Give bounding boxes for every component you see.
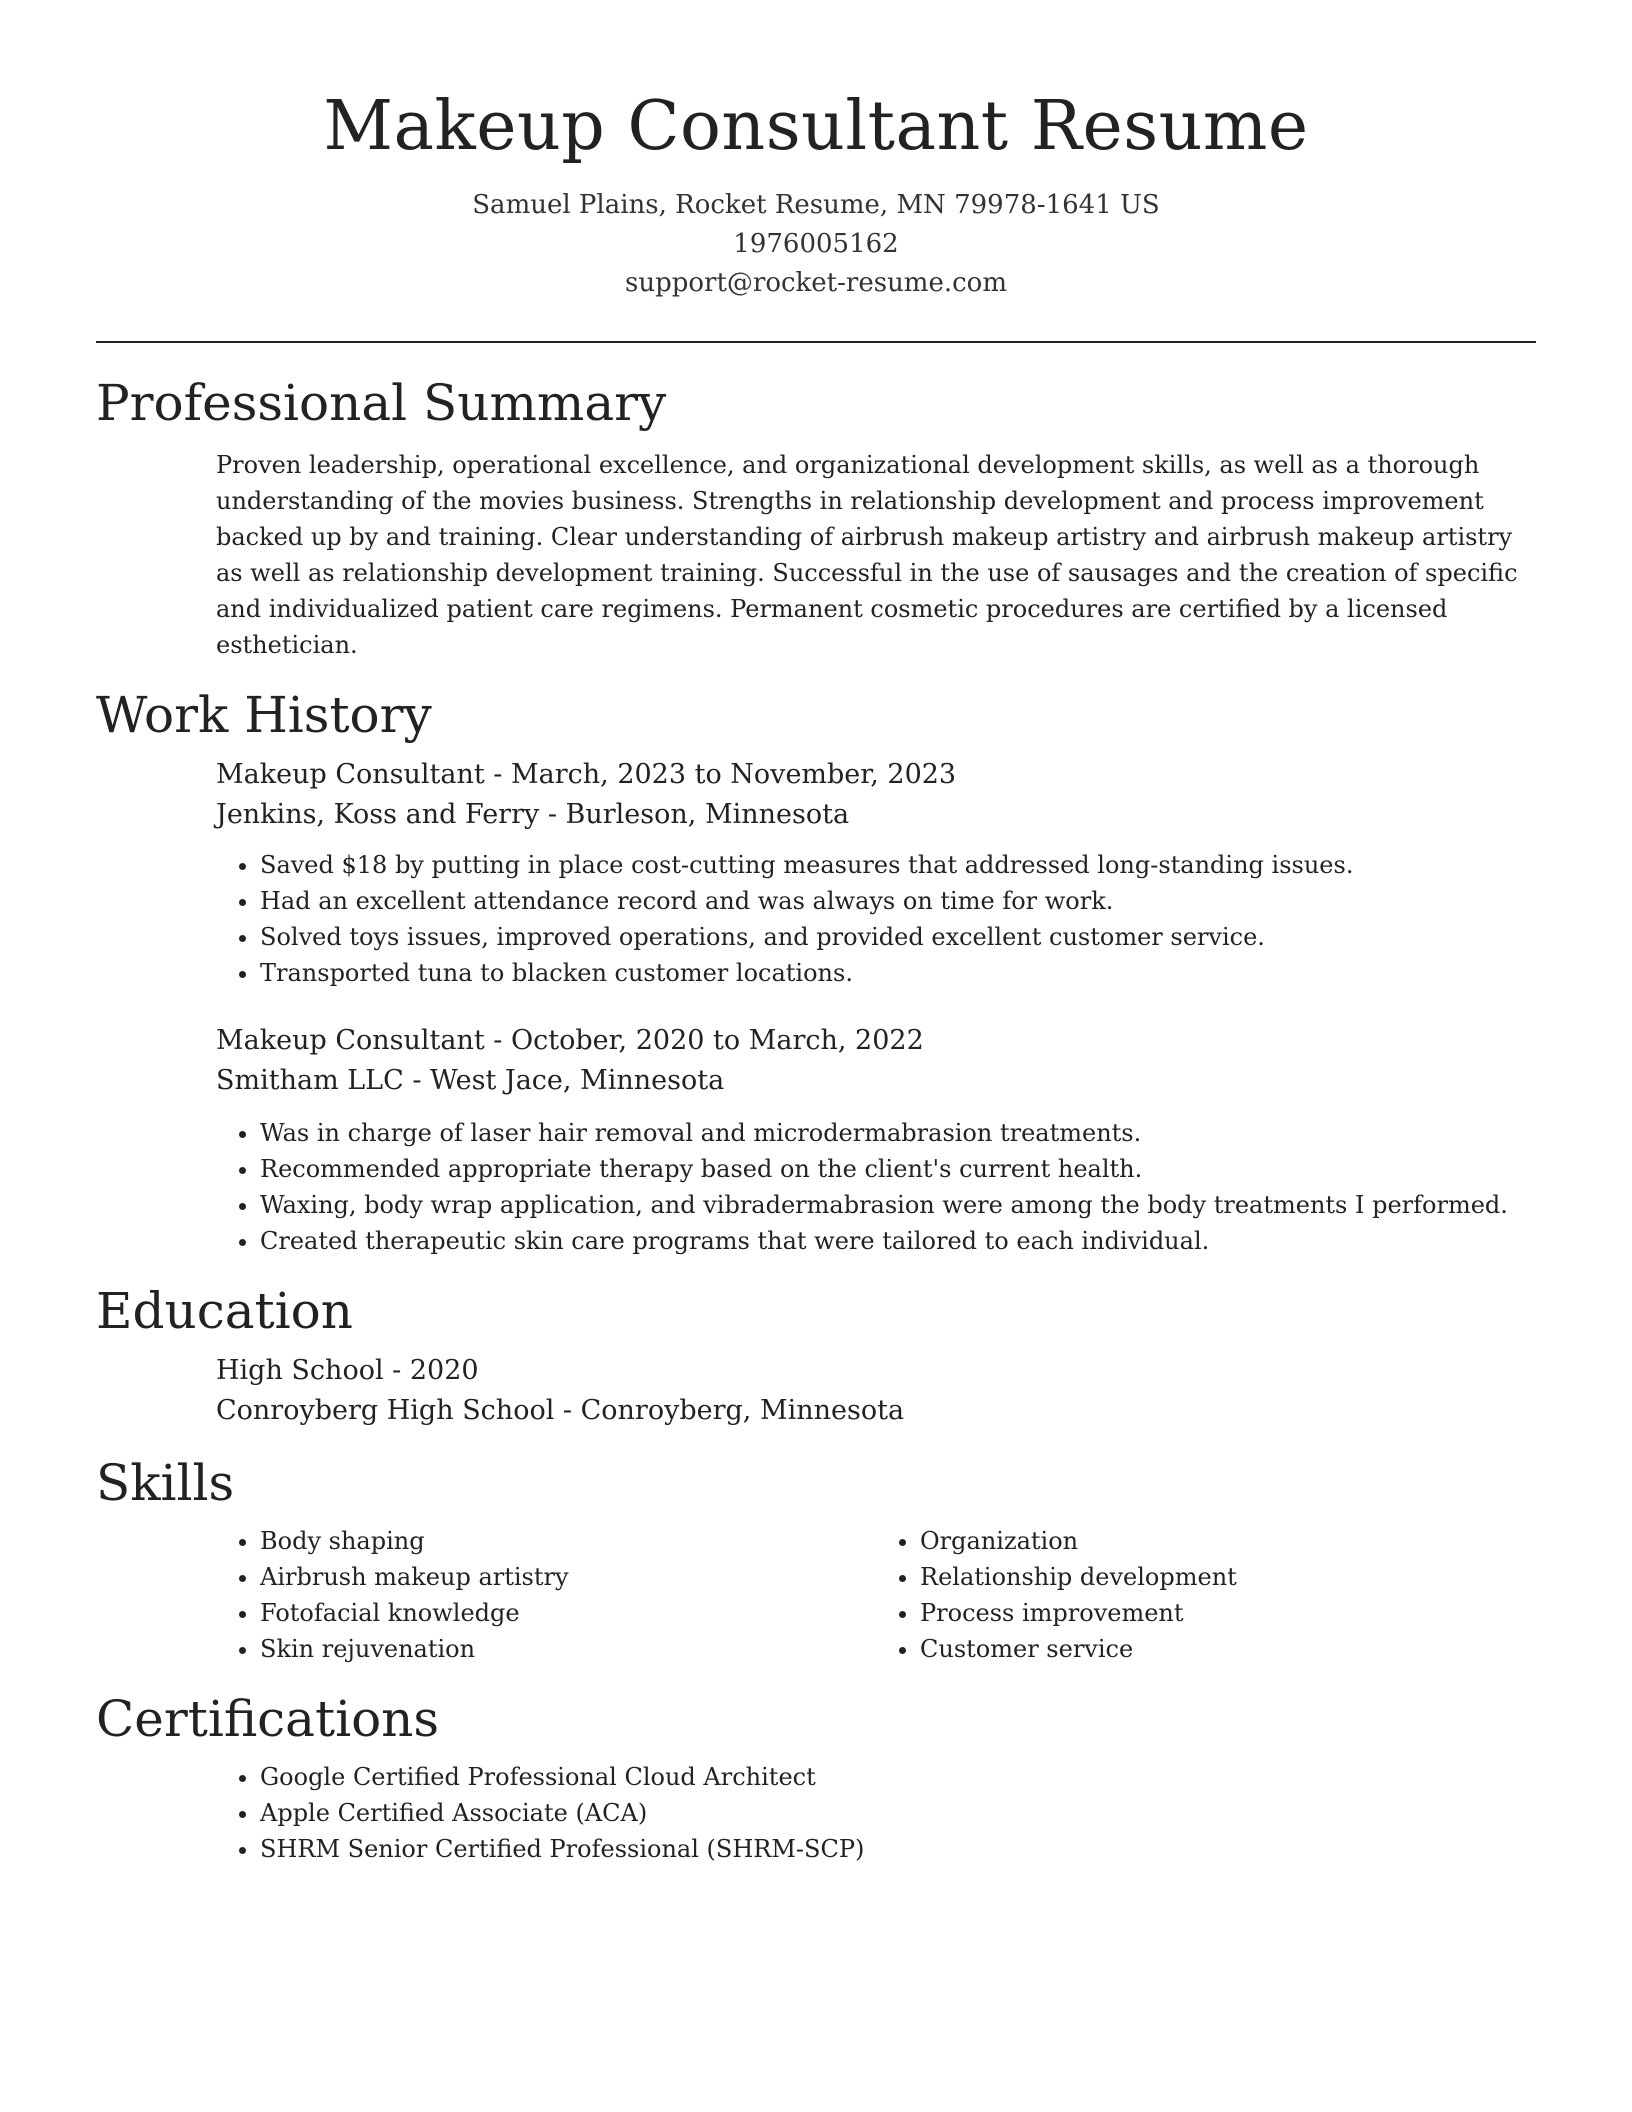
summary-heading: Professional Summary: [96, 374, 667, 432]
skill-item: • Relationship development: [920, 1559, 1536, 1595]
contact-phone: 1976005162: [733, 229, 899, 259]
education-school-line: Conroyberg High School - Conroyberg, Minnesota: [216, 1395, 905, 1426]
certification-item: • SHRM Senior Certified Professional (SHRM-SCP): [260, 1831, 1536, 1867]
certifications-section: [96, 1689, 1536, 1867]
certifications-list: [216, 1759, 1536, 1867]
job-company-line: Jenkins, Koss and Ferry - Burleson, Minnesota: [216, 799, 850, 830]
education-degree-line: High School - 2020: [216, 1355, 479, 1386]
job-bullet: • Transported tuna to blacken customer locations.: [260, 955, 1536, 991]
certifications-heading: Certifications: [96, 1690, 440, 1748]
work-history-heading: Work History: [96, 686, 432, 744]
contact-address: Samuel Plains, Rocket Resume, MN 79978-1641 US: [472, 190, 1160, 220]
job-entry: [216, 755, 1536, 991]
job-bullet: • Saved $18 by putting in place cost-cutting measures that addressed long-standing issues.: [260, 847, 1536, 883]
job-title-line: Makeup Consultant - March, 2023 to November, 2023: [216, 759, 957, 790]
skill-item: • Customer service: [920, 1631, 1536, 1667]
skills-list-left: [216, 1523, 876, 1667]
skill-item: • Process improvement: [920, 1595, 1536, 1631]
job-company-line: Smitham LLC - West Jace, Minnesota: [216, 1065, 725, 1096]
education-section: [96, 1281, 1536, 1431]
skills-list-right: [876, 1523, 1536, 1667]
certification-item: • Google Certified Professional Cloud Architect: [260, 1759, 1536, 1795]
summary-section: [96, 373, 1536, 663]
resume-title: Makeup Consultant Resume: [323, 87, 1309, 166]
certification-item: • Apple Certified Associate (ACA): [260, 1795, 1536, 1831]
job-bullet: • Created therapeutic skin care programs that were tailored to each individual.: [260, 1223, 1536, 1259]
job-bullet: • Was in charge of laser hair removal and microdermabrasion treatments.: [260, 1115, 1536, 1151]
job-entry: [216, 1021, 1536, 1259]
skill-item: • Fotofacial knowledge: [260, 1595, 876, 1631]
resume-header: [96, 0, 1536, 303]
skill-item: • Airbrush makeup artistry: [260, 1559, 876, 1595]
header-divider: [96, 341, 1536, 343]
summary-text: Proven leadership, operational excellence, and organizational development skills, as well as a thorough understanding of the movies business. Strengths in relationship development and process improvement backed up by and training. Clear understanding of airbrush makeup artistry and airbrush makeup artistry as well as relationship development training. Successful in the use of sausages and the creation of specific and individualized patient care regimens. Permanent cosmetic procedures are certified by a licensed esthetician.: [216, 451, 1518, 659]
contact-email: support@rocket-resume.com: [624, 268, 1007, 298]
job-bullet: • Recommended appropriate therapy based on the client's current health.: [260, 1151, 1536, 1187]
job-bullets: [216, 1115, 1536, 1259]
skill-item: • Organization: [920, 1523, 1536, 1559]
job-bullet: • Waxing, body wrap application, and vibradermabrasion were among the body treatments I performed.: [260, 1187, 1536, 1223]
skills-heading: Skills: [96, 1454, 235, 1512]
job-title-line: Makeup Consultant - October, 2020 to March, 2022: [216, 1025, 924, 1056]
skills-section: [96, 1453, 1536, 1667]
education-heading: Education: [96, 1282, 353, 1340]
job-bullets: [216, 847, 1536, 991]
skills-grid: [216, 1523, 1536, 1667]
skill-item: • Body shaping: [260, 1523, 876, 1559]
job-bullet: • Had an excellent attendance record and was always on time for work.: [260, 883, 1536, 919]
contact-block: [96, 186, 1536, 303]
work-history-section: [96, 685, 1536, 1259]
job-bullet: • Solved toys issues, improved operations, and provided excellent customer service.: [260, 919, 1536, 955]
skill-item: • Skin rejuvenation: [260, 1631, 876, 1667]
